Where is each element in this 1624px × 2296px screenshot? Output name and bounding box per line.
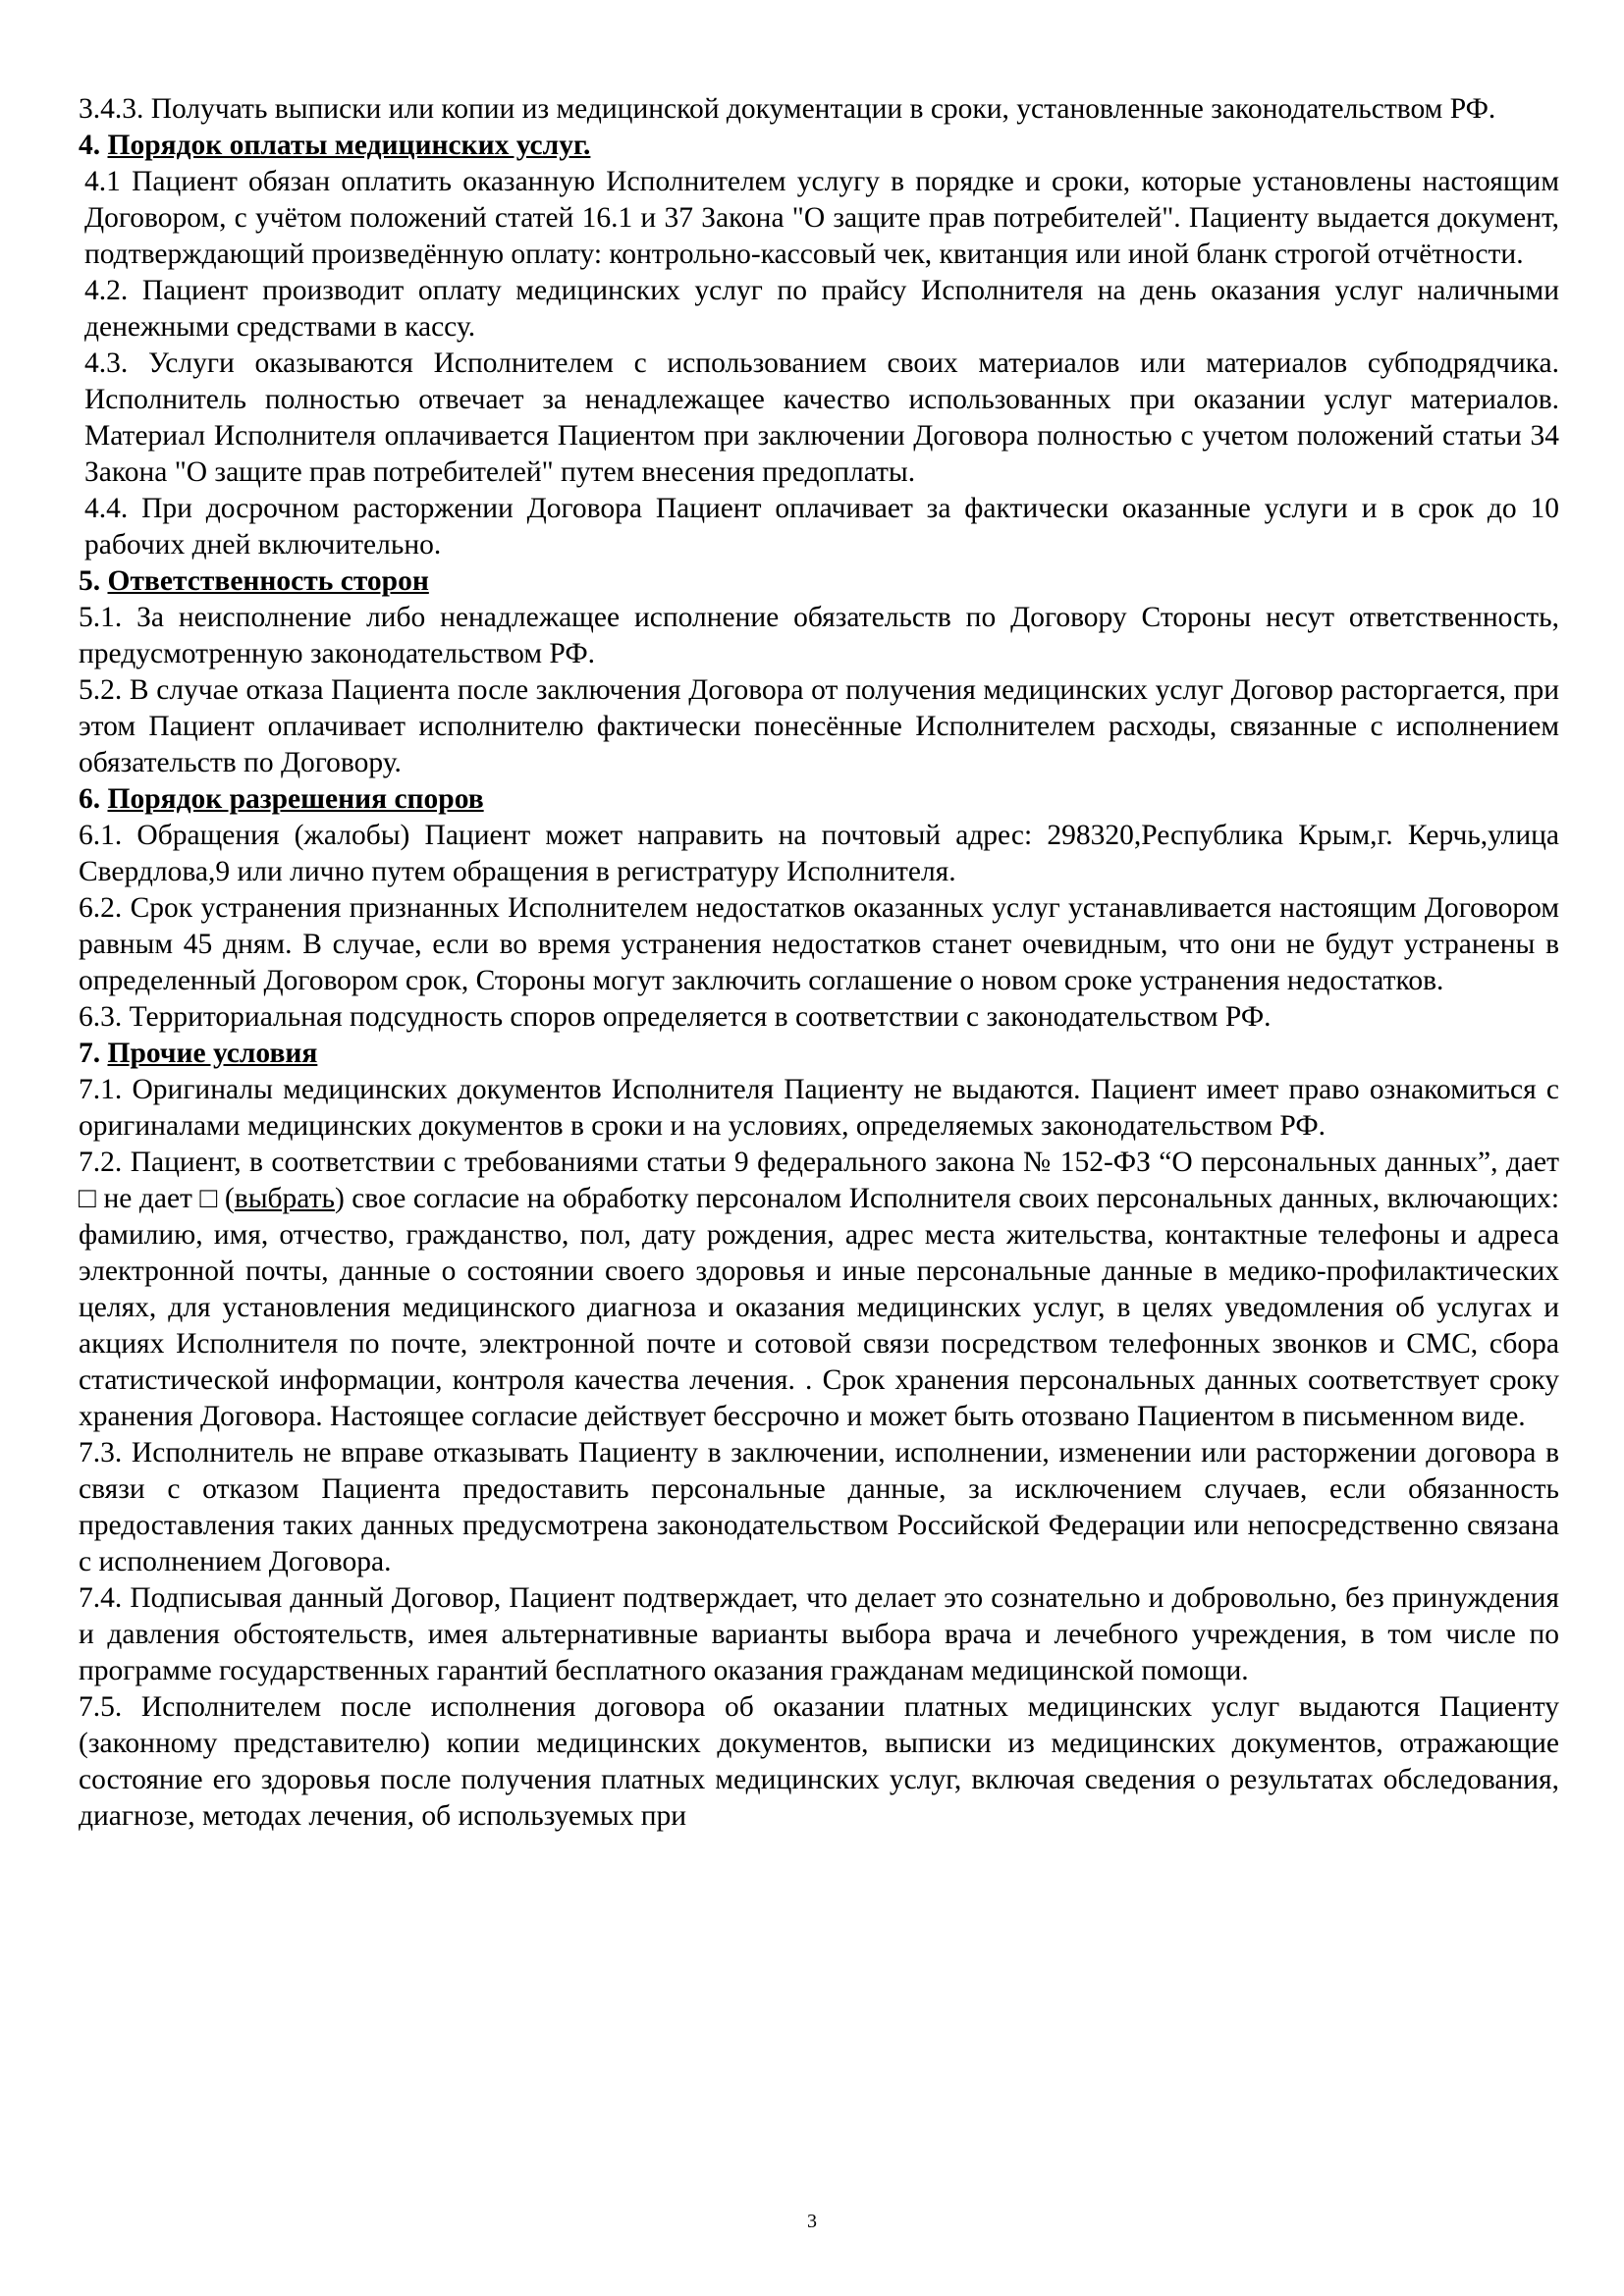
paragraph: 7.5. Исполнителем после исполнения договора об оказании платных медицинских услуг выдаются Пациенту (законному представителю) копии медицинских документов, выписки из медицинских документов, отражающие состояние его здоровья после получения платных медицинских услуг, включая сведения о результатах обследования, диагнозе, методах лечения, об используемых при <box>79 1691 1559 1832</box>
consent-text-before: 7.2. Пациент, в соответствии с требованиями статьи 9 федерального закона № 152-ФЗ “О персональных данных”, дает <box>79 1147 1559 1178</box>
paragraph: 6.2. Срок устранения признанных Исполнителем недостатков оказанных услуг устанавливается настоящим Договором равным 45 дням. В случае, если во время устранения недостатков станет очевидным, что они не будут устранены в определенный Договором срок, Стороны могут заключить соглашение о новом сроке устранения недостатков. <box>79 892 1559 996</box>
paragraph: 7.3. Исполнитель не вправе отказывать Пациенту в заключении, исполнении, изменении или расторжении договора в связи с отказом Пациента предоставить персональные данные, за исключением случаев, если обязанность предоставления таких данных предусмотрена законодательством Российской Федерации или непосредственно связана с исполнением Договора. <box>79 1437 1559 1577</box>
section-heading <box>79 128 1559 164</box>
page-number: 3 <box>807 2211 817 2232</box>
section-title: Порядок разрешения споров <box>107 783 484 815</box>
section-heading <box>79 781 1559 818</box>
paragraph: 4.1 Пациент обязан оплатить оказанную Исполнителем услугу в порядке и сроки, которые установлены настоящим Договором, с учётом положений статей 16.1 и 37 Закона "О защите прав потребителей". Пациенту выдается документ, подтверждающий произведённую оплату: контрольно-кассовый чек, квитанция или иной бланк строгой отчётности. <box>84 166 1559 270</box>
paragraph: 3.4.3. Получать выписки или копии из медицинской документации в сроки, установленные законодательством РФ. <box>79 93 1496 125</box>
document-body <box>79 91 1559 1835</box>
section-number: 7. <box>79 1038 101 1069</box>
section-title: Прочие условия <box>107 1038 318 1069</box>
choose-label: выбрать <box>234 1183 335 1214</box>
paragraph: 4.4. При досрочном расторжении Договора Пациент оплачивает за фактически оказанные услуги и в срок до 10 рабочих дней включительно. <box>84 493 1559 561</box>
consent-decline-checkbox[interactable]: □ <box>199 1183 218 1214</box>
section-heading <box>79 1036 1559 1072</box>
section-number: 4. <box>79 130 101 161</box>
paragraph: 6.3. Территориальная подсудность споров определяется в соответствии с законодательством РФ. <box>79 1001 1272 1033</box>
paragraph: 6.1. Обращения (жалобы) Пациент может направить на почтовый адрес: 298320,Республика Крым,г. Керчь,улица Свердлова,9 или лично путем обращения в регистратуру Исполнителя. <box>79 820 1559 887</box>
section-number: 5. <box>79 565 101 597</box>
section-number: 6. <box>79 783 101 815</box>
paragraph: 5.1. За неисполнение либо ненадлежащее исполнение обязательств по Договору Стороны несут ответственность, предусмотренную законодательством РФ. <box>79 602 1559 669</box>
paragraph: 4.2. Пациент производит оплату медицинских услуг по прайсу Исполнителя на день оказания услуг наличными денежными средствами в кассу. <box>84 275 1559 343</box>
section-title: Порядок оплаты медицинских услуг. <box>107 130 591 161</box>
section-heading <box>79 563 1559 600</box>
consent-paragraph: 7.2. Пациент, в соответствии с требованиями статьи 9 федерального закона № 152-ФЗ “О персональных данных”, дает □ не дает □ (выбрать) свое согласие на обработку персоналом Исполнителя своих персональных данных, включающих: фамилию, имя, отчество, гражданство, пол, дату рождения, адрес места жительства, контактные телефоны и адреса электронной почты, данные о состоянии своего здоровья и иные персональные данные в медико-профилактических целях, для установления медицинского диагноза и оказания медицинских услуг, в целях уведомления об услугах и акциях Исполнителя по почте, электронной почте и сотовой связи посредством телефонных звонков и СМС, сбора статистической информации, контроля качества лечения. . Срок хранения персональных данных соответствует сроку хранения Договора. Настоящее согласие действует бессрочно и может быть отозвано Пациентом в письменном виде. <box>79 1147 1560 1432</box>
consent-text-after: свое согласие на обработку персоналом Исполнителя своих персональных данных, включающих: фамилию, имя, отчество, гражданство, пол, дату рождения, адрес места жительства, контактные телефоны и адреса электронной почты, данные о состоянии своего здоровья и иные персональные данные в медико-профилактических целях, для установления медицинского диагноза и оказания медицинских услуг, в целях уведомления об услугах и акциях Исполнителя по почте, электронной почте и сотовой связи посредством телефонных звонков и СМС, сбора статистической информации, контроля качества лечения. . Срок хранения персональных данных соответствует сроку хранения Договора. Настоящее согласие действует бессрочно и может быть отозвано Пациентом в письменном виде. <box>79 1183 1560 1432</box>
paragraph: 7.1. Оригиналы медицинских документов Исполнителя Пациенту не выдаются. Пациент имеет право ознакомиться с оригиналами медицинских документов в сроки и на условиях, определяемых законодательством РФ. <box>79 1074 1559 1142</box>
section-title: Ответственность сторон <box>107 565 429 597</box>
consent-agree-checkbox[interactable]: □ <box>79 1183 96 1214</box>
paragraph: 5.2. В случае отказа Пациента после заключения Договора от получения медицинских услуг Договор расторгается, при этом Пациент оплачивает исполнителю фактически понесённые Исполнителем расходы, связанные с исполнением обязательств по Договору. <box>79 674 1559 778</box>
consent-middle-text: не дает <box>103 1183 192 1214</box>
paragraph: 4.3. Услуги оказываются Исполнителем с использованием своих материалов или материалов субподрядчика. Исполнитель полностью отвечает за ненадлежащее качество использованных при оказании услуг материалов. Материал Исполнителя оплачивается Пациентом при заключении Договора полностью с учетом положений статьи 34 Закона "О защите прав потребителей" путем внесения предоплаты. <box>84 347 1559 488</box>
paragraph: 7.4. Подписывая данный Договор, Пациент подтверждает, что делает это сознательно и добровольно, без принуждения и давления обстоятельств, имея альтернативные варианты выбора врача и лечебного учреждения, в том числе по программе государственных гарантий бесплатного оказания гражданам медицинской помощи. <box>79 1582 1559 1686</box>
